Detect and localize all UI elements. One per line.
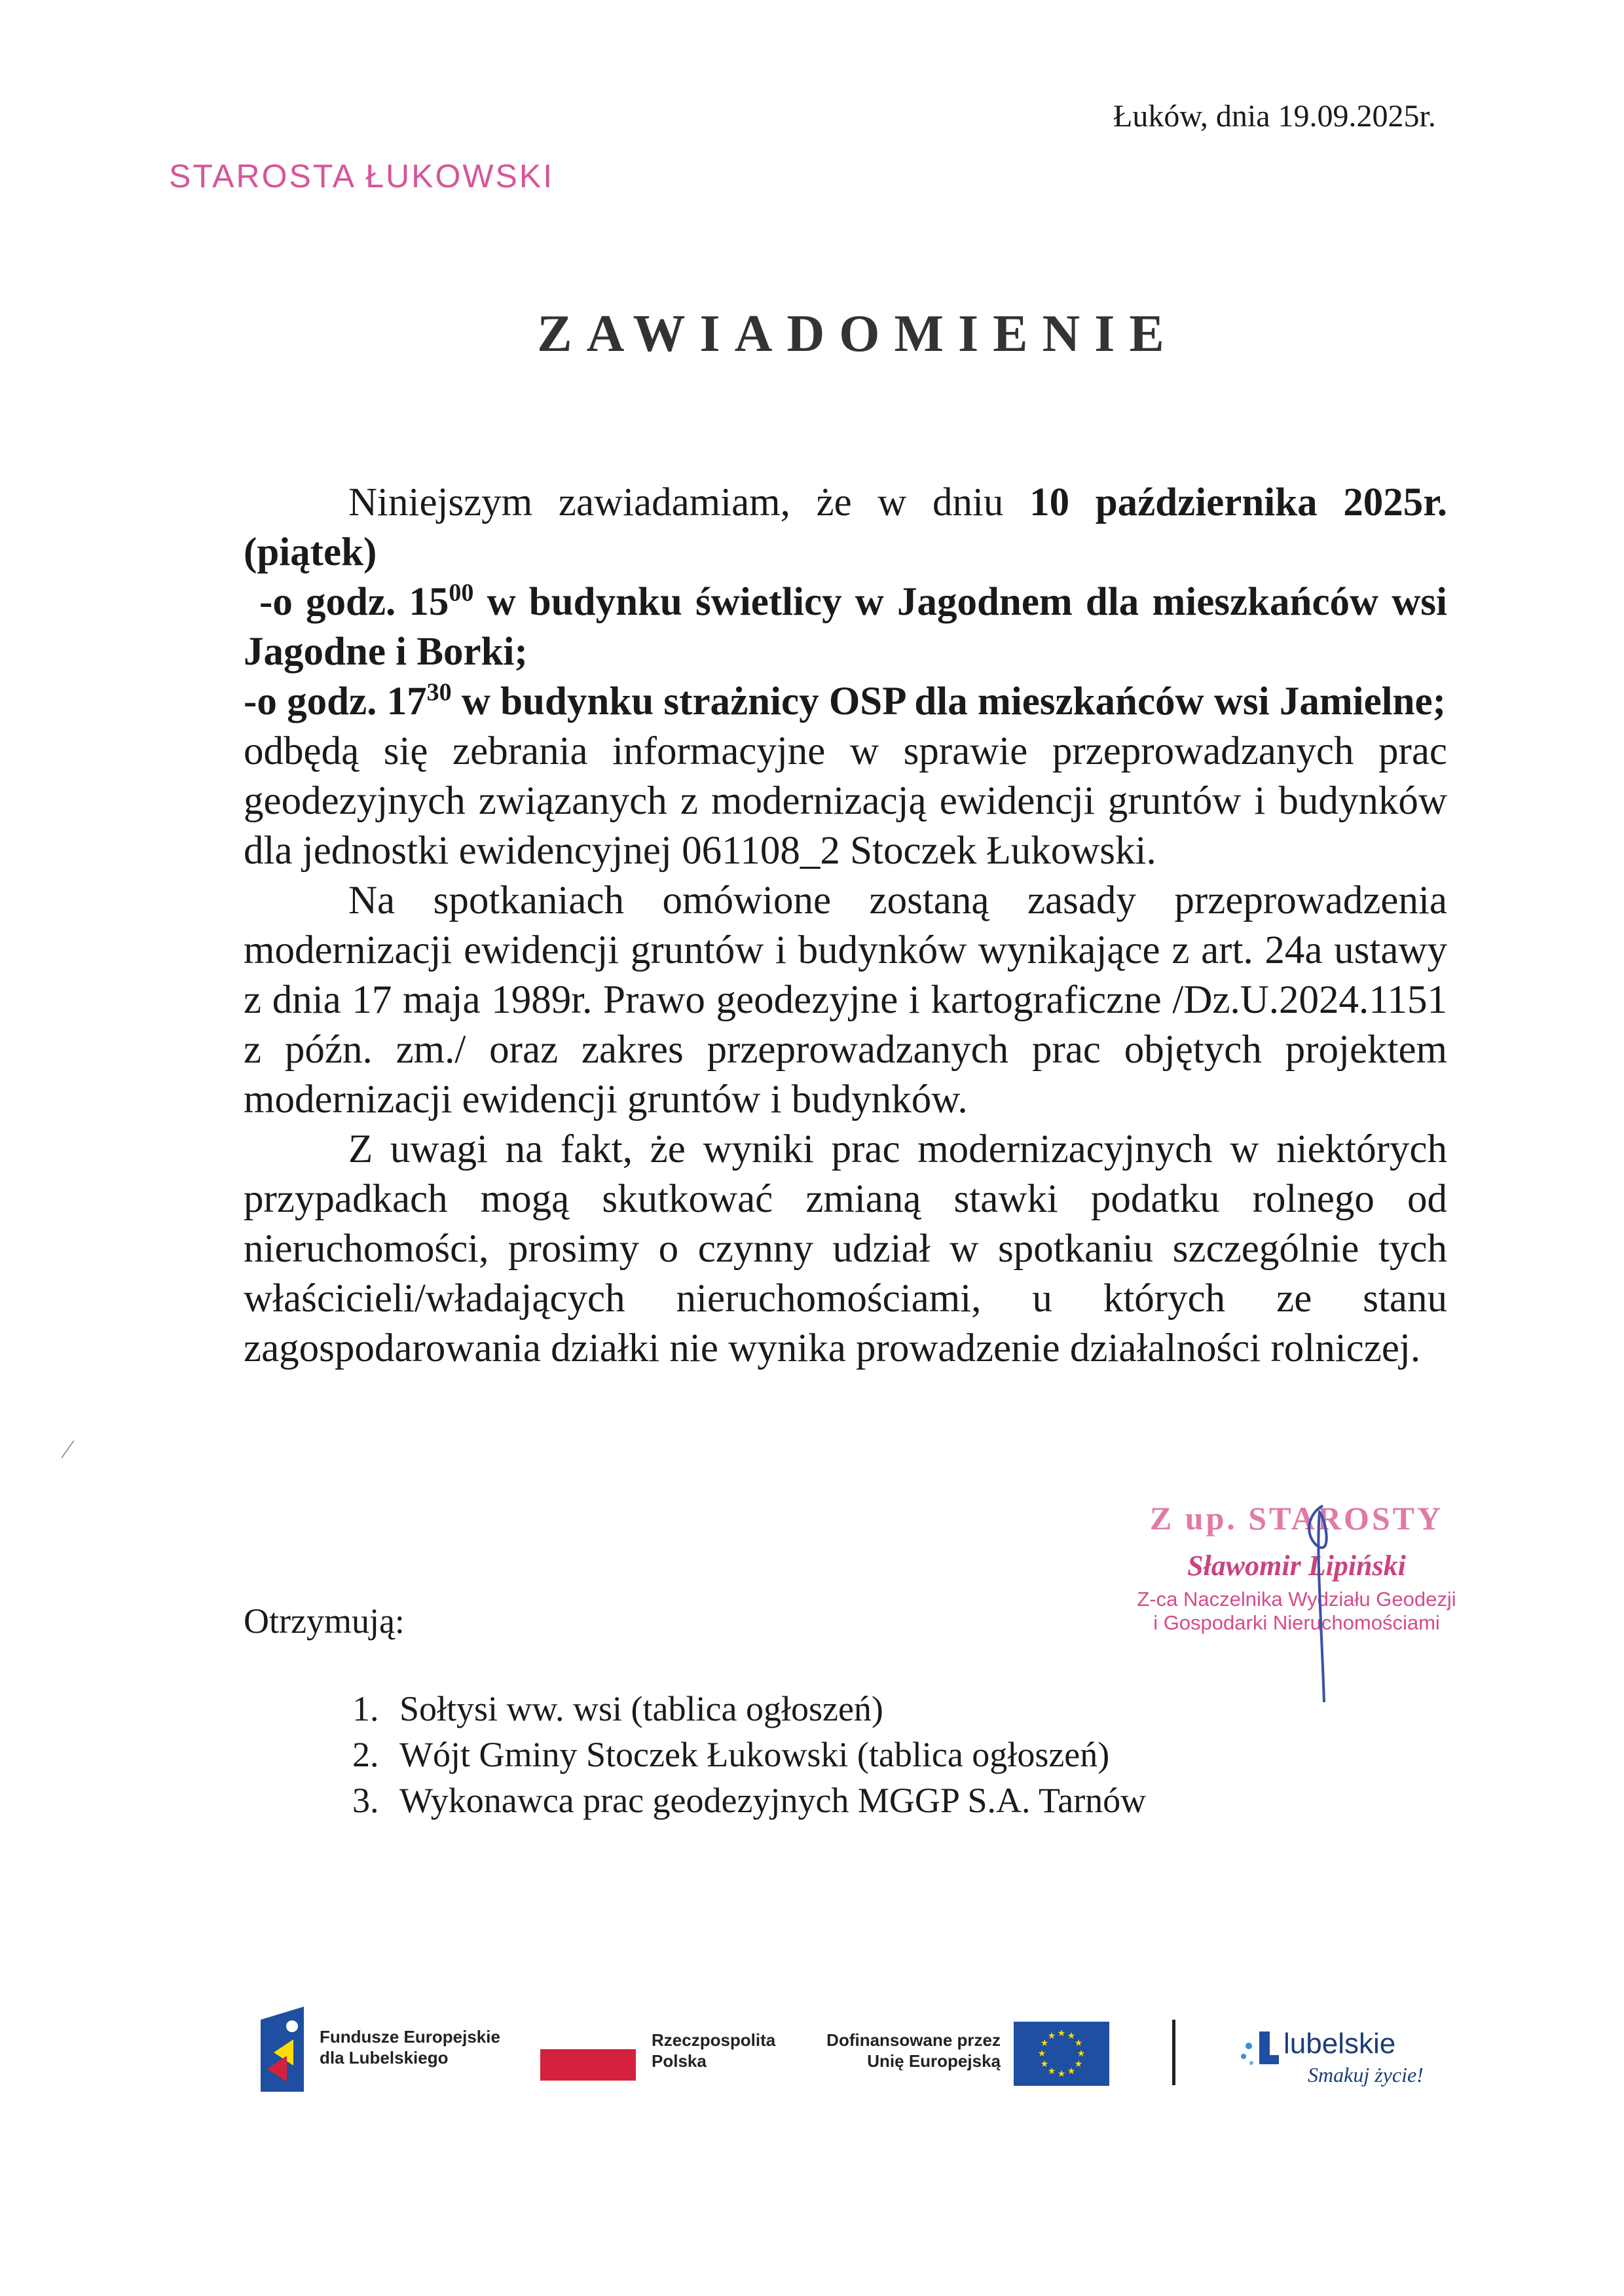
svg-text:★: ★ (1067, 2031, 1076, 2041)
meeting-item-jagodne: -o godz. $15^{00}$ w budynku świetlicy w Jagodnem dla mieszkańców wsi Jagodne i Borki; (244, 579, 1447, 674)
signatory-name: Sławomir Lipiński (1187, 1550, 1406, 1582)
svg-text:★: ★ (1067, 2066, 1076, 2077)
handwritten-signature (1297, 1493, 1356, 1715)
lubelskie-emblem-icon (1234, 2026, 1280, 2079)
svg-text:★: ★ (1074, 2059, 1083, 2069)
recipients-label: Otrzymują: (244, 1601, 405, 1641)
paragraph-scope: Na spotkaniach omówione zostaną zasady przeprowadzenia modernizacji ewidencji gruntów i budynków wynikające z art. 24a ustawy z dnia 17 maja 1989r. Prawo geodezyjne i kartograficzne /Dz.U.2024.1151 z późn. zm./ oraz zakres przeprowadzanych prac objętych projektem modernizacji ewidencji gruntów i budynków. (244, 879, 1447, 1121)
fe-emblem-icon (261, 2007, 306, 2092)
paragraph-purpose: odbędą się zebrania informacyjne w sprawie przeprowadzanych prac geodezyjnych związanych z modernizacją ewidencji gruntów i budynków dla jednostki ewidencyjnej 061108_2 Stoczek Łukowski. (244, 729, 1447, 873)
stray-mark: ⁄ (65, 1434, 70, 1464)
polish-flag-icon (540, 2049, 636, 2081)
svg-text:★: ★ (1047, 2031, 1056, 2041)
document-body (244, 478, 1447, 1374)
svg-text:★: ★ (1074, 2038, 1083, 2049)
rzeczpospolita-label: Rzeczpospolita Polska (652, 2030, 776, 2071)
document-date: Łuków, dnia 19.09.2025r. (1113, 99, 1436, 134)
footer-divider (1172, 2020, 1175, 2085)
eu-flag-icon (1014, 2022, 1109, 2086)
fundusze-europejskie-logo: Fundusze Europejskie dla Lubelskiego (261, 2007, 536, 2098)
list-item: 1. Sołtysi ww. wsi (tablica ogłoszeń) (388, 1686, 1146, 1732)
lubelskie-logo: lubelskie Smakuj życie! (1234, 2020, 1431, 2092)
issuer-stamp: STAROSTA ŁUKOWSKI (169, 158, 555, 194)
svg-text:★: ★ (1077, 2049, 1086, 2059)
recipients-list (341, 1686, 1146, 1823)
meeting-item-jamielne: -o godz. $17^{30}$ w budynku strażnicy OSP dla mieszkańców wsi Jamielne; (244, 678, 1446, 723)
svg-text:★: ★ (1057, 2028, 1066, 2039)
svg-text:★: ★ (1057, 2069, 1066, 2079)
signature-zup: Z up. STAROSTY (1149, 1500, 1444, 1537)
svg-text:★: ★ (1040, 2059, 1049, 2069)
signatory-role: Z-ca Naczelnika Wydziału Geodezji i Gospodarki Nieruchomościami (1137, 1588, 1456, 1634)
paragraph-intro: Niniejszym zawiadamiam, że w dniu 10 października 2025r. (piątek) (244, 481, 1447, 574)
list-item: 3. Wykonawca prac geodezyjnych MGGP S.A. Tarnów (388, 1777, 1146, 1823)
document-title: ZAWIADOMIENIE (537, 305, 1179, 363)
paragraph-request: Z uwagi na fakt, że wyniki prac modernizacyjnych w niektórych przypadkach mogą skutkować zmianą stawki podatku rolnego od nieruchomości, prosimy o czynny udział w spotkaniu szczególnie tych właścicieli/władających nieruchomościami, u których ze stanu zagospodarowania działki nie wynika prowadzenie działalności rolniczej. (244, 1127, 1447, 1370)
svg-text:★: ★ (1047, 2066, 1056, 2077)
eu-cofunding-label: Dofinansowane przez Unię Europejską (826, 2030, 1001, 2071)
svg-text:★: ★ (1037, 2049, 1046, 2059)
meeting-date: 10 października 2025r. (piątek) (244, 481, 1447, 574)
list-item: 2. Wójt Gminy Stoczek Łukowski (tablica ogłoszeń) (388, 1732, 1146, 1777)
svg-text:★: ★ (1040, 2038, 1049, 2049)
